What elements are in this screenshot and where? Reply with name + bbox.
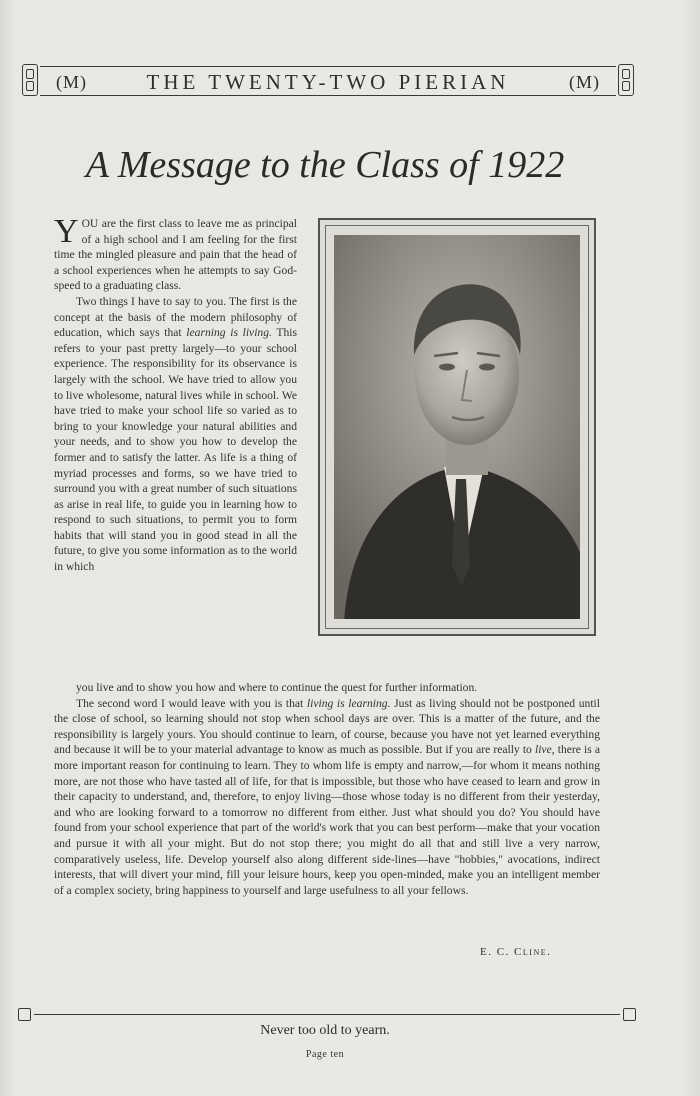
article-title: A Message to the Class of 1922 — [85, 144, 565, 186]
portrait-photo — [334, 235, 580, 619]
publication-title: THE TWENTY-TWO PIERIAN — [146, 70, 510, 94]
footer-motto: Never too old to yearn. — [260, 1023, 390, 1038]
header-banner — [22, 64, 634, 100]
paragraph-3-text-b: Just as living should not be postponed until the close of school, so learning should not stop when school days are over. This is a matter of the future, and the responsibility is largely yours. You should continue to learn, of course, because you have not yet learned everything and because it will be to your material advantage to know as much as possible. But if you are really to — [54, 696, 600, 757]
paragraph-3-text-a: The second word I would leave with you is that — [76, 696, 307, 710]
banner-ornament-left — [22, 64, 38, 96]
footer-ornament-left — [18, 1008, 31, 1021]
drop-cap: Y — [54, 213, 79, 250]
article-body-full — [54, 680, 600, 898]
paragraph-2-text-b: This refers to your past pretty largely—to your school experience. The responsibility for its observance is largely with the school. We have tried to allow you to live wholesome, natural lives while in school. We have tried to make your school life so varied as to bring to your knowledge your natural abilities and your needs, and to show you how to develop the former and to satisfy the latter. As life is a thing of myriad processes and forms, so we have tried to surround you with a great number of such situations as arise in real life, to guide you in learning how to respond to such situations, to permit you to form habits that will stand you in good stead in all the future, to give you some information as to the world in which — [54, 326, 297, 574]
portrait-illustration — [334, 235, 580, 619]
header-text — [56, 70, 600, 95]
banner-ornament-right — [618, 64, 634, 96]
author-signature: E. C. Cline. — [480, 946, 552, 958]
paragraph-1-text: OU are the first class to leave me as principal of a high school and I am feeling for the first time the mingled pleasure and pain that the head of a school experiences when he attempts to say God-speed to a graduating class. — [54, 217, 297, 293]
paragraph-2-text-a: Two things I have to say to you. The first is the concept at the basis of the modern philosophy of education, which says that — [54, 294, 297, 340]
page-number: Page ten — [305, 1049, 345, 1060]
paragraph-2-continued: you live and to show you how and where to continue the quest for further information. — [76, 681, 478, 694]
paragraph-2 — [54, 294, 297, 575]
paragraph-3 — [54, 696, 600, 899]
portrait-frame — [318, 218, 596, 636]
footer-ornament-right — [623, 1008, 636, 1021]
footer-rule — [18, 1006, 636, 1024]
paragraph-1 — [54, 213, 297, 294]
footer-line — [34, 1014, 620, 1015]
emphasis-learning-is-living: learning is living. — [186, 326, 272, 340]
paragraph-3-text-c: there is a more important reason for continuing to learn. They to whom life is empty and narrow,—for whom it means nothing more, are not those who have tasted all of life, for that is impossible, but those who have ceased to learn and grow in their capacity to understand, and, therefore, to enjoy living—those whose today is no different from their yesterday, and who are looking forward to a tomorrow no different from either. Just what should you do? You should have found from your school experience that part of the world's work that you can best perform—make that your vocation and pursue it with all your might. But do not stop there; you might do all that and still live a very narrow, comparatively useless, life. Develop yourself also along different side-lines—have "hobbies," avocations, indirect interests, that will divert your mind, fill your leisure hours, keep you open-minded, make you an intelligent member of a complex society, bring happiness to yourself and large usefulness to all your fellows. — [54, 743, 601, 897]
emphasis-living-is-learning: living is learning. — [306, 696, 391, 710]
emphasis-live: live, — [534, 743, 555, 757]
article-body-column — [54, 213, 297, 575]
seal-left: (M) — [56, 72, 87, 92]
seal-right: (M) — [569, 72, 600, 92]
